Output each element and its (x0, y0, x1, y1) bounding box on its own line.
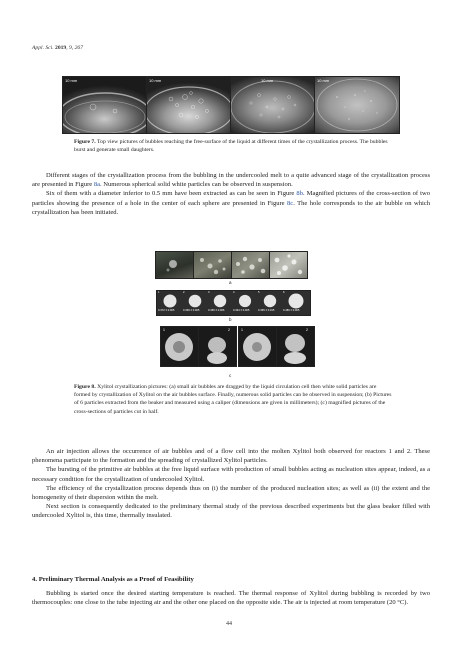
journal-name: Appl. Sci. (32, 45, 54, 51)
figure-ref-8c[interactable]: 8c (287, 199, 294, 207)
paragraph-2-text-3: . The hole corresponds to the air bubble on which crystallization has been initiated. (32, 199, 430, 216)
fig8b-number-2: 2 (183, 291, 185, 294)
fig7-photo-4 (314, 76, 400, 134)
body-block-1 (32, 171, 430, 217)
fig8c-photo-2-art (199, 327, 236, 366)
body-block-3 (32, 589, 430, 607)
paragraph-3: An air injection allows the occurrence of air bubbles and of a flow cell into the molten Xylitol both observed for reactors 1 and 2. These phenomena participate to the formation and the spreading of crystallized Xylitol particles. (32, 448, 430, 465)
fig8a-photo-4-art (270, 252, 307, 278)
fig8c-number-4: 2 (306, 328, 308, 332)
fig7-caption-text: Top view pictures of bubbles reaching the free-surface of the liquid at different times of the crystallization process. The bubbles burst and generate small daughters. (74, 139, 388, 154)
fig8-caption-text: Xylitol crystallization pictures: (a) small air bubbles are dragged by the liquid circulation cell then white solid particles are formed by crystallization of Xylitol on the air bubbles surface. Finally, numerous solid particles can be observed in suspension; (b) Pictures of 6 particles extracted from the beaker and measured using a caliper (dimensions are given in millimeters); (c) magnified pictures of the cross-sections of particles cut in half. (74, 384, 392, 415)
fig8-caption-label: Figure 8. (74, 384, 96, 390)
fig8c-number-1: 1 (163, 328, 165, 332)
fig8c-photo-3-art (239, 327, 276, 366)
fig8-label-a: a (229, 280, 232, 285)
journal-volume: , 9, 267 (66, 45, 83, 51)
fig8b-strip (156, 290, 311, 316)
fig8c-number-2: 2 (228, 328, 230, 332)
paragraph-2 (32, 189, 430, 217)
paragraph-5: The efficiency of the crystallization process depends thus on (i) the number of the produced nucleation sites; as well as (ii) the extent and the homogeneity of their dispersion within the melt. (32, 484, 430, 502)
figure-ref-8a[interactable]: 8a (93, 181, 100, 189)
fig7-scale-label-4: 10 mm (317, 78, 330, 83)
fig8a-photo-3-art (232, 252, 269, 278)
fig8b-measurement-5: 0.365 ± 0.015 (258, 309, 275, 312)
body-block-2 (32, 447, 430, 521)
fig7-photo-2 (146, 76, 231, 134)
fig8a-photo-1-art (156, 252, 193, 278)
fig7-photo-1-art (63, 77, 146, 133)
fig8c-photo-1-art (161, 327, 198, 366)
fig8c-photo-2 (198, 326, 237, 367)
fig8b-measurement-2: 0.369 ± 0.005 (183, 309, 200, 312)
fig8c-photo-1 (160, 326, 199, 367)
fig8-label-b: b (229, 317, 232, 322)
paragraph-2-text-2: . Magnified pictures of the cross-section of two particles showing the presence of a hole in the center of each sphere are presented in Figure (32, 190, 431, 207)
fig8-caption (74, 383, 394, 416)
fig8c-photo-3 (238, 326, 277, 367)
running-header (32, 45, 83, 51)
fig8b-number-5: 5 (258, 291, 260, 294)
fig8c-photo-4-art (277, 327, 314, 366)
paragraph-2-text-1: Six of them with a diameter inferior to 0.5 mm have been extracted as can be seen in Figure (46, 190, 297, 198)
fig8a-photo-4 (269, 251, 308, 279)
section-4-heading: 4. Preliminary Thermal Analysis as a Proof of Feasibility (32, 576, 194, 583)
figure-ref-8b[interactable]: 8b (296, 190, 303, 198)
paragraph-6: Next section is consequently dedicated to the preliminary thermal study of the previous described experiments but the glass beaker filled with undercooled Xylitol is, this time, thermally insulated. (32, 503, 430, 520)
fig7-scale-label-3: 10 mm (261, 78, 274, 83)
fig8b-measurement-4: 0.364 ± 0.005 (233, 309, 250, 312)
fig8b-number-1: 1 (158, 291, 160, 294)
fig7-photo-2-art (147, 77, 230, 133)
paragraph-1-text-b: . Numerous spherical solid white particles can be observed in suspension. (100, 181, 293, 189)
fig7-photo-4-art (315, 77, 399, 133)
paragraph-7: Bubbling is started once the desired starting temperature is reached. The thermal response of Xylitol during bubbling is recorded by two thermocouples: one close to the tube injecting air and the other one placed on the opposite side. The air is injected at room temperature (20 °C). (32, 590, 430, 607)
fig8b-number-4: 4 (233, 291, 235, 294)
fig7-caption-label: Figure 7. (74, 139, 96, 145)
fig8c-number-3: 1 (241, 328, 243, 332)
fig7-scale-label-2: 10 mm (149, 78, 162, 83)
paragraph-4: The bursting of the primitive air bubbles at the free liquid surface with production of small bubbles acting as nucleation sites appear, indeed, as a necessary condition for the crystallization of undercooled Xylitol. (32, 466, 430, 483)
fig7-photo-3 (230, 76, 315, 134)
fig7-photo-1 (62, 76, 147, 134)
fig7-caption (74, 138, 394, 154)
fig8c-photo-4 (276, 326, 315, 367)
journal-year: 2019 (55, 45, 67, 51)
fig8b-measurement-3: 0.366 ± 0.006 (208, 309, 225, 312)
page-number: 44 (226, 621, 232, 627)
fig8b-number-6: 6 (283, 291, 285, 294)
fig8b-measurement-1: 0.372 ± 0.005 (158, 309, 175, 312)
paragraph-1-text-a: Different stages of the crystallization process from the bubbling in the undercooled melt to a quite advanced stage of the crystallization process are presented in Figure (32, 172, 430, 189)
fig8a-photo-3 (231, 251, 270, 279)
fig8a-photo-2 (193, 251, 232, 279)
fig7-scale-label-1: 10 mm (65, 78, 78, 83)
paragraph-1 (32, 171, 430, 189)
fig8b-number-3: 3 (208, 291, 210, 294)
fig8a-photo-1 (155, 251, 194, 279)
fig8b-measurement-6: 0.480 ± 0.005 (283, 309, 300, 312)
fig8-label-c: c (229, 373, 232, 378)
fig8a-photo-2-art (194, 252, 231, 278)
fig7-photo-3-art (231, 77, 314, 133)
